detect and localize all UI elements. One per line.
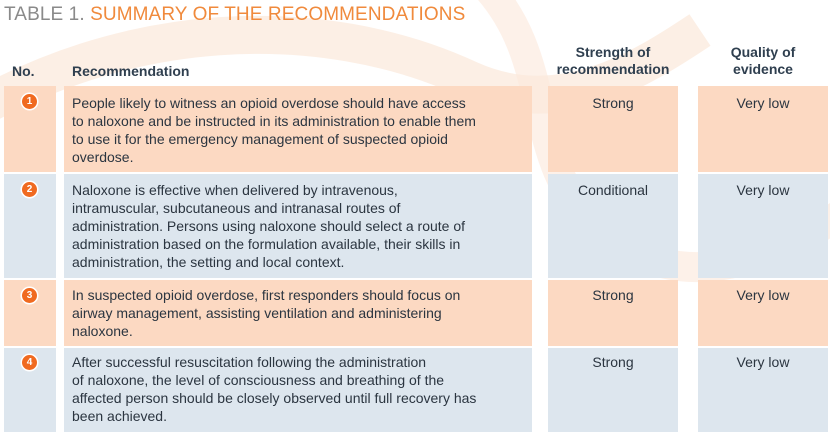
- row-1-recommendation-cell: [64, 86, 532, 172]
- row-2-recommendation-cell: [64, 174, 532, 278]
- row-2-line: intramuscular, subcutaneous and intranasal routes of: [72, 200, 401, 216]
- row-1-number-cell: [4, 86, 56, 172]
- row-3-number-cell: [4, 280, 56, 346]
- row-3-quality: Very low: [736, 287, 790, 303]
- row-4-strength-cell: [548, 348, 678, 432]
- row-1-recommendation-text: [72, 94, 476, 166]
- row-4-line: After successful resuscitation following the administration: [72, 354, 427, 370]
- header-quality: [698, 44, 828, 78]
- row-3-quality-cell: [698, 280, 828, 346]
- header-strength: [548, 44, 678, 78]
- row-3-line: naloxone.: [72, 323, 133, 339]
- row-2-line: administration. Persons using naloxone should select a route of: [72, 218, 466, 234]
- row-1-line: to use it for the emergency management of suspected opioid: [72, 131, 448, 147]
- row-2-line: administration, the setting and local context.: [72, 254, 345, 270]
- row-2-strength-cell: [548, 174, 678, 278]
- table-title-prefix: TABLE 1.: [4, 4, 91, 25]
- row-3-number-badge: 3: [22, 288, 37, 303]
- row-2-quality: Very low: [736, 182, 790, 198]
- row-1-line: People likely to witness an opioid overdose should have access: [72, 95, 466, 111]
- row-4-line: affected person should be closely observed until full recovery has: [72, 390, 477, 406]
- row-1-line: overdose.: [72, 149, 134, 165]
- row-1-strength-cell: [548, 86, 678, 172]
- row-4-recommendation-text: [72, 353, 476, 425]
- row-2-number-badge: 2: [22, 182, 37, 197]
- header-strength-line1: Strength of: [575, 44, 651, 60]
- header-recommendation: Recommendation: [72, 63, 190, 79]
- row-2-quality-cell: [698, 174, 828, 278]
- row-2-line: administration based on the formulation available, their skills in: [72, 236, 461, 252]
- row-3-strength-cell: [548, 280, 678, 346]
- row-3-strength: Strong: [592, 287, 634, 303]
- row-1-quality: Very low: [736, 95, 790, 111]
- row-4-quality: Very low: [736, 354, 790, 370]
- header-quality-line2: evidence: [733, 61, 793, 77]
- table-title-main: SUMMARY OF THE RECOMMENDATIONS: [90, 4, 466, 25]
- row-4-quality-cell: [698, 348, 828, 432]
- row-4-number-cell: [4, 348, 56, 432]
- row-4-recommendation-cell: [64, 348, 532, 432]
- row-3-recommendation-cell: [64, 280, 532, 346]
- row-3-line: In suspected opioid overdose, first responders should focus on: [72, 287, 461, 303]
- table-title: [4, 4, 465, 26]
- row-1-number-badge: 1: [22, 94, 37, 109]
- row-3-line: airway management, assisting ventilation and administering: [72, 305, 442, 321]
- row-1-strength: Strong: [592, 95, 634, 111]
- row-2-line: Naloxone is effective when delivered by intravenous,: [72, 182, 398, 198]
- row-3-recommendation-text: [72, 286, 460, 340]
- row-2-strength: Conditional: [577, 182, 649, 198]
- row-4-strength: Strong: [592, 354, 634, 370]
- header-no: No.: [12, 63, 35, 79]
- header-strength-line2: recommendation: [556, 61, 670, 77]
- row-1-quality-cell: [698, 86, 828, 172]
- row-4-line: been achieved.: [72, 408, 167, 424]
- row-1-line: to naloxone and be instructed in its administration to enable them: [72, 113, 476, 129]
- row-2-number-cell: [4, 174, 56, 278]
- header-quality-line1: Quality of: [730, 44, 796, 60]
- row-2-recommendation-text: [72, 181, 465, 271]
- row-4-number-badge: 4: [22, 355, 37, 370]
- row-4-line: of naloxone, the level of consciousness and breathing of the: [72, 372, 445, 388]
